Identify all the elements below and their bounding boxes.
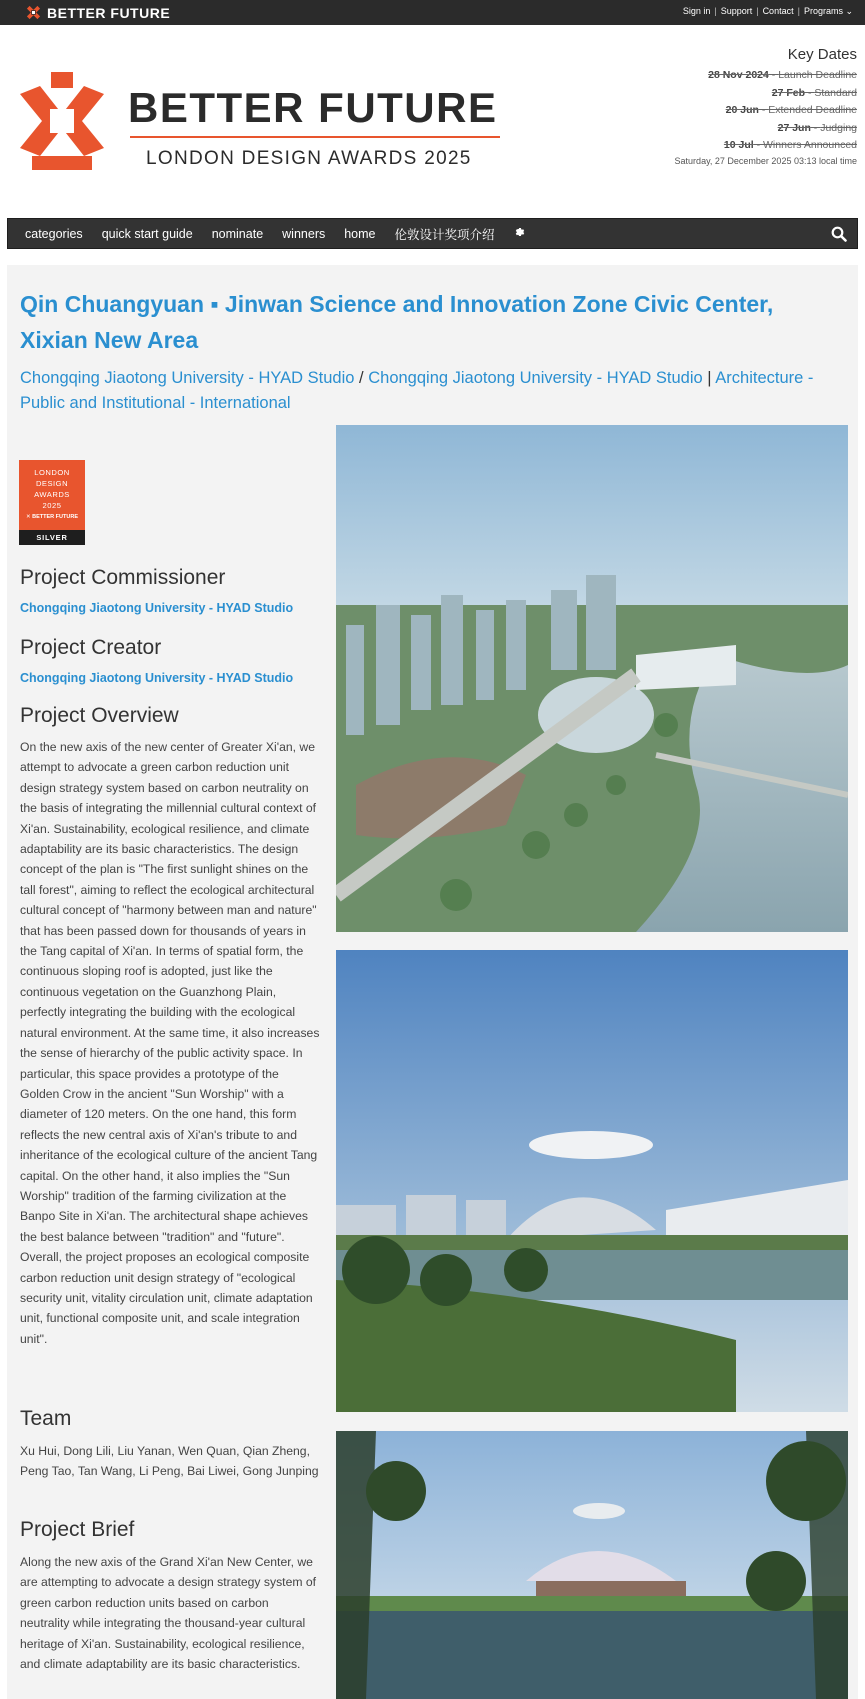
project-breadcrumb [20, 366, 850, 416]
badge-brand: ✕ BETTER FUTURE [26, 514, 78, 520]
title-divider [130, 136, 500, 138]
project-image-waterfront[interactable] [336, 1431, 848, 1699]
top-brand-label: BETTER FUTURE [47, 4, 171, 21]
project-image-lakeside[interactable] [336, 950, 848, 1412]
site-subtitle: LONDON DESIGN AWARDS 2025 [146, 148, 472, 169]
key-date-date: 10 Jul [723, 139, 754, 151]
key-date-date: 28 Nov 2024 [708, 69, 769, 81]
creator-heading: Project Creator [20, 636, 162, 659]
sign-in-link[interactable]: Sign in [682, 6, 711, 16]
category-link[interactable]: Architecture - Public and Institutional - International [20, 369, 814, 412]
project-image-aerial[interactable] [336, 425, 848, 932]
badge-line: AWARDS [34, 490, 70, 499]
badge-level: SILVER [19, 530, 85, 545]
aerial-render [336, 425, 848, 932]
site-title: BETTER FUTURE [128, 84, 498, 131]
lakeside-render [336, 950, 848, 1412]
chevron-down-icon: ⌄ [842, 6, 853, 16]
badge-text [19, 460, 85, 511]
better-future-logo-icon[interactable] [20, 72, 104, 170]
key-date-label: Launch Deadline [778, 69, 857, 81]
top-links [683, 6, 853, 17]
key-date-row: 28 Nov 2024 - Launch Deadline [708, 69, 857, 81]
local-time: Saturday, 27 December 2025 03:13 local time [674, 155, 857, 166]
link-separator: | [756, 6, 759, 16]
nav-item-winners[interactable]: winners [282, 226, 326, 241]
key-dates-title: Key Dates [787, 46, 857, 63]
top-bar [0, 0, 865, 25]
settings-button[interactable] [514, 226, 526, 241]
brief-heading: Project Brief [20, 1518, 135, 1541]
contact-link[interactable]: Contact [762, 6, 794, 16]
nav-item-quick-start-guide[interactable]: quick start guide [101, 226, 193, 241]
nav-item-nominate[interactable]: nominate [211, 226, 264, 241]
key-date-label: Extended Deadline [768, 104, 857, 116]
commissioner-heading: Project Commissioner [20, 566, 226, 589]
support-link[interactable]: Support [720, 6, 753, 16]
waterfront-render [336, 1431, 848, 1699]
breadcrumb-separator: / [359, 369, 364, 387]
badge-line: DESIGN [35, 479, 69, 488]
key-date-date: 20 Jun [725, 104, 759, 116]
page-title: Qin Chuangyuan ▪ Jinwan Science and Innovation Zone Civic Center, Xixian New Area [20, 291, 774, 353]
main-nav [7, 218, 858, 249]
key-date-date: 27 Feb [771, 86, 806, 99]
gear-icon [514, 226, 526, 238]
commissioner-name-link[interactable]: Chongqing Jiaotong University - HYAD Studio [20, 601, 294, 615]
key-date-row: 27 Feb - Standard [771, 86, 857, 99]
key-date-row: 20 Jun - Extended Deadline [725, 104, 857, 116]
top-brand[interactable] [26, 4, 170, 21]
key-date-row: 27 Jun - Judging [777, 121, 857, 134]
search-icon[interactable] [831, 226, 847, 242]
programs-link[interactable] [804, 6, 853, 17]
creator-name-link[interactable]: Chongqing Jiaotong University - HYAD Studio [20, 671, 294, 685]
nav-item-introduction[interactable]: 伦敦设计奖项介绍 [394, 226, 495, 242]
link-separator: | [714, 6, 717, 16]
overview-heading: Project Overview [20, 704, 179, 727]
overview-text: On the new axis of the new center of Greater Xi'an, we attempt to advocate a green carbon reduction unit design strategy system based on carbon neutrality on the basis of integrating the millennial cultural context of Xi'an. Sustainability, ecological resilience, and climate adaptability are its basic characteristics. The design concept of the plan is "The first sunlight shines on the tall forest", aiming to reflect the ecological architectural cultural concept of "harmony between man and nature" that has been passed down for thousands of years in the Tang capital of Xi'an. In terms of spatial form, the continuous sloping roof is adopted, just like the continuous vegetation on the Guanzhong Plain, perfectly integrating the building with the ecological natural environment. At the same time, it also increases the sense of hierarchy of the public activity space. In particular, this space provides a prototype of the Golden Crow in the ancient "Sun Worship" with a diameter of 120 meters. On the one hand, this form reflects the new central axis of Xi'an's tribute to and inheritance of the ecological culture of the ancient Tang capital. On the other hand, it also implies the "Sun Worship" tradition of the farming civilization at the Banpo Site in Xi'an. The architectural shape achieves the best balance between "tradition" and "future". Overall, the project proposes an ecological composite carbon reduction unit design strategy of "ecological security unit, vitality circulation unit, climate adaptation unit, functional composite unit, and scale integration unit". [20, 740, 320, 1346]
key-date-label: Standard [814, 86, 857, 99]
nav-item-home[interactable]: home [344, 226, 376, 241]
badge-line: 2025 [42, 501, 62, 510]
key-date-label: Winners Announced [763, 139, 857, 151]
creator-link[interactable]: Chongqing Jiaotong University - HYAD Studio [368, 369, 703, 387]
better-future-logo-icon [26, 5, 41, 20]
team-heading: Team [20, 1407, 72, 1430]
link-separator: | [797, 6, 800, 16]
team-text: Xu Hui, Dong Lili, Liu Yanan, Wen Quan, Qian Zheng, Peng Tao, Tan Wang, Li Peng, Bai Liwei, Gong Junping [20, 1444, 319, 1479]
key-date-row: 10 Jul - Winners Announced [723, 139, 857, 151]
commissioner-link[interactable]: Chongqing Jiaotong University - HYAD Studio [20, 369, 355, 387]
programs-label: Programs [803, 6, 843, 16]
key-date-date: 27 Jun [777, 121, 811, 134]
badge-line: LONDON [34, 468, 70, 477]
key-date-label: Judging [820, 121, 857, 134]
key-dates [557, 46, 857, 166]
award-badge [19, 460, 85, 545]
breadcrumb-separator: | [707, 369, 712, 387]
nav-item-categories[interactable]: categories [25, 226, 83, 241]
brief-text: Along the new axis of the Grand Xi'an New Center, we are attempting to advocate a design strategy system of green carbon reduction units based on carbon neutrality while integrating the thousand-year cultural heritage of Xi'an. Sustainability, ecological resilience, and climate adaptability are its basic characteristics. [20, 1555, 317, 1672]
